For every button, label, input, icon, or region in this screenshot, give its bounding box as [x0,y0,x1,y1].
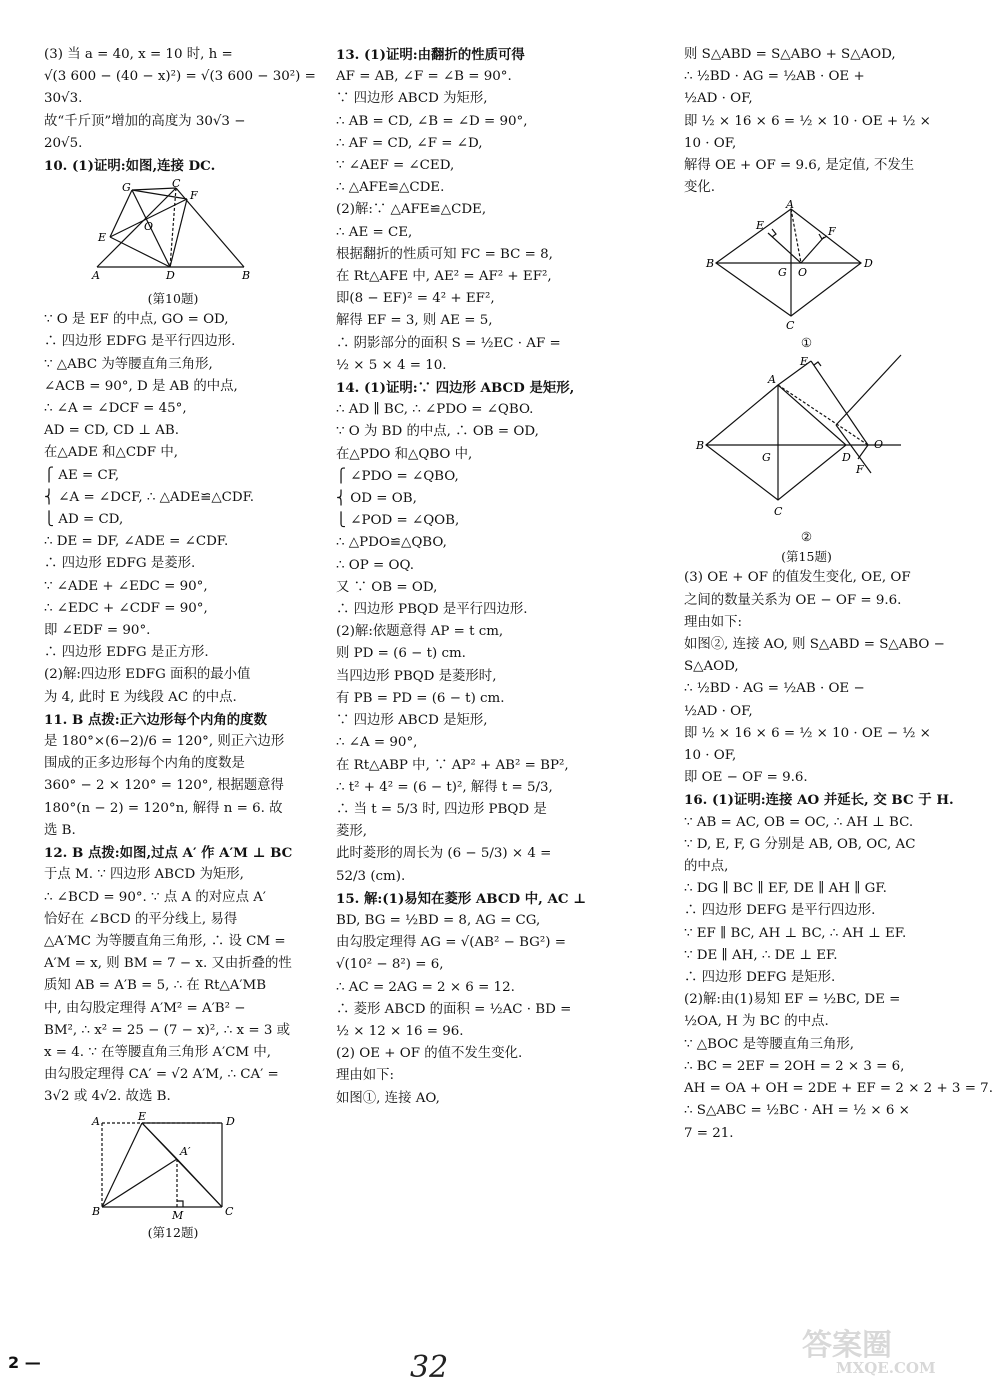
text-line: ∵ O 为 BD 的中点, ∴ OB = OD, [336,424,539,440]
text-line: 则 PD = (6 − t) cm. [336,646,466,662]
text-line: △A′MC 为等腰直角三角形, ∴ 设 CM = [44,933,286,949]
text-line: 即 ½ × 16 × 6 = ½ × 10 · OE + ½ × [684,113,931,129]
watermark-url: MXQE.COM [836,1359,936,1377]
text-line: ∵ △ABC 为等腰直角三角形, [44,356,213,372]
text-line: AH = OA + OH = 2DE + EF = 2 × 2 + 3 = 7. [684,1081,993,1097]
fig12-label-E: E [138,1109,147,1123]
text-line: ∴ 四边形 DEFG 是平行四边形. [684,903,876,919]
text-line: ∴ AC = 2AG = 2 × 6 = 12. [336,979,515,995]
fig15b-label-E: E [800,355,809,369]
fig10-label-O: O [144,220,154,234]
text-line: (2)解:四边形 EDFG 面积的最小值 [44,667,251,683]
text-line: AF = AB, ∠F = ∠B = 90°. [336,69,512,85]
fig10-label-G: G [122,181,131,195]
fig15b-label-F: F [856,463,864,477]
text-line: 15. 解:(1)易知在菱形 ABCD 中, AC ⊥ [336,890,587,907]
text-line: 在△PDO 和△QBO 中, [336,446,473,462]
text-line: ∴ ∠A = 90°, [336,735,418,751]
text-line: ∴ AF = CD, ∠F = ∠D, [336,135,483,151]
text-line: 30√3. [44,91,83,107]
text-line: ∴ ½BD · AG = ½AB · OE − [684,681,865,697]
fig15a-label-C: C [786,319,795,333]
text-line: ∵ ∠ADE + ∠EDC = 90°, [44,578,208,594]
text-line: √(3 600 − (40 − x)²) = √(3 600 − 30²) = [44,69,316,85]
fig12-label-B: B [92,1204,101,1218]
fig10-label-E: E [98,231,107,245]
text-line: ⎨ ∠A = ∠DCF, ∴ △ADE≌△CDF. [44,489,255,505]
text-line: 即(8 − EF)² = 4² + EF², [336,291,495,307]
text-line: 有 PB = PD = (6 − t) cm. [336,690,505,706]
text-line: ∵ D, E, F, G 分别是 AB, OB, OC, AC [684,836,916,852]
fig12-label-A: A [92,1114,100,1128]
text-line: 质知 AB = A′B = 5, ∴ 在 Rt△A′MB [44,978,267,994]
text-line: 10 · OF, [684,748,737,764]
text-line: (3) 当 a = 40, x = 10 时, h = [44,47,233,62]
fig12-caption: (第12题) [147,1224,199,1240]
fig15b-label-G: G [762,451,771,465]
text-line: 又 ∵ OB = OD, [336,579,438,595]
fig10-label-D: D [166,269,175,283]
text-line: (2)解:由(1)易知 EF = ½BC, DE = [684,992,901,1008]
text-line: 选 B. [44,822,76,838]
fig10-label-C: C [172,177,181,191]
q15-continued [684,44,929,199]
text-line: √(10² − 8²) = 6, [336,957,444,973]
fig10-label-A: A [92,269,100,283]
text-line: ∵ AB = AC, OB = OC, ∴ AH ⊥ BC. [684,814,914,830]
text-line: 的中点, [684,859,729,875]
text-line: AD = CD, CD ⊥ AB. [44,423,180,439]
text-line: 则 S△ABD = S△ABO + S△AOD, [684,47,896,62]
text-line: ∴ 四边形 EDFG 是正方形. [44,645,209,661]
text-line: ∠ACB = 90°, D 是 AB 的中点, [44,378,238,394]
figure-10 [92,179,262,287]
text-line: (2)解:∵ △AFE≌△CDE, [336,202,487,218]
fig10-label-B: B [242,269,251,283]
fig15a-label-A: A [786,198,794,212]
text-line: 如图②, 连接 AO, 则 S△ABD = S△ABO − [684,637,945,653]
text-line: 变化. [684,180,716,196]
text-line: ½OA, H 为 BC 的中点. [684,1014,829,1030]
text-line: ∴ ∠EDC + ∠CDF = 90°, [44,600,208,616]
text-line: A′M = x, 则 BM = 7 − x. 又由折叠的性 [44,956,292,972]
text-line: 恰好在 ∠BCD 的平分线上, 易得 [44,911,238,927]
text-line: 52/3 (cm). [336,868,406,884]
text-line: ∴ 当 t = 5/3 时, 四边形 PBQD 是 [336,801,547,817]
watermark-text: 答案圈 [802,1328,892,1363]
fig15b-label-O: O [874,438,884,452]
text-line: ∴ △AFE≌△CDE. [336,180,445,196]
text-line: 围成的正多边形每个内角的度数是 [44,756,245,772]
text-line: 故“千斤顶”增加的高度为 30√3 − [44,113,246,129]
fig10-label-F: F [190,189,198,203]
column-1 [44,44,316,1243]
text-line: ½ × 5 × 4 = 10. [336,357,447,373]
text-line: ∴ 四边形 PBQD 是平行四边形. [336,602,528,618]
text-line: 解得 OE + OF = 9.6, 是定值, 不发生 [684,158,915,174]
text-line: ∵ DE ∥ AH, ∴ DE ⊥ EF. [684,947,838,963]
text-line: ∴ 四边形 EDFG 是平行四边形. [44,334,236,350]
text-line: ⎧ AE = CF, [44,467,120,483]
text-line: ∴ BC = 2EF = 2OH = 2 × 3 = 6, [684,1058,905,1074]
text-line: ⎩ AD = CD, [44,512,124,528]
fig15-sub1-caption: ① [800,335,813,351]
text-line: 即 OE − OF = 9.6. [684,770,808,786]
text-line: ⎨ OD = OB, [336,491,417,507]
text-line: 理由如下: [336,1068,395,1084]
text-line: (3) OE + OF 的值发生变化, OE, OF [684,570,911,586]
text-line: 3√2 或 4√2. 故选 B. [44,1089,171,1105]
page-number: 2 — [8,1353,41,1372]
text-line: 360° − 2 × 120° = 120°, 根据题意得 [44,778,284,794]
column-2 [336,44,626,1110]
text-line: 菱形, [336,824,368,840]
fig15-sub2-caption: ② [800,529,813,545]
figure-15-2 [696,355,906,525]
text-line: ∴ S△ABC = ½BC · AH = ½ × 6 × [684,1103,910,1119]
figure-15-1 [706,198,876,333]
text-line: S△AOD, [684,659,739,675]
text-line: ∵ EF ∥ BC, AH ⊥ BC, ∴ AH ⊥ EF. [684,925,907,941]
text-line: ½AD · OF, [684,91,753,107]
column-3 [684,44,993,1145]
text-line: 理由如下: [684,614,743,630]
text-line: 此时菱形的周长为 (6 − 5/3) × 4 = [336,846,552,862]
text-line: ∵ 四边形 ABCD 是矩形, [336,713,488,729]
text-line: 之间的数量关系为 OE − OF = 9.6. [684,592,902,608]
watermark-logo [796,1321,986,1377]
text-line: 于点 M. ∵ 四边形 ABCD 为矩形, [44,867,244,883]
fig15-caption: (第15题) [781,549,832,565]
fig15a-label-G: G [778,266,787,280]
text-line: ∴ DG ∥ BC ∥ EF, DE ∥ AH ∥ GF. [684,881,887,897]
fig12-label-M: M [172,1208,184,1222]
text-line: ∴ △PDO≌△QBO, [336,535,447,551]
fig15b-label-C: C [774,505,783,519]
text-line: 在 Rt△ABP 中, ∵ AP² + AB² = BP², [336,757,569,773]
fig15b-label-D: D [842,451,851,465]
text-line: ∴ AB = CD, ∠B = ∠D = 90°, [336,113,528,129]
text-line: ∵ O 是 EF 的中点, GO = OD, [44,312,229,328]
text-line: 解得 EF = 3, 则 AE = 5, [336,313,493,329]
text-line: 在 Rt△AFE 中, AE² = AF² + EF², [336,269,552,285]
text-line: 即 ½ × 16 × 6 = ½ × 10 · OE − ½ × [684,725,931,741]
fig12-label-A-prime: A′ [180,1144,191,1158]
text-line: 在△ADE 和△CDF 中, [44,445,178,461]
text-line: 根据翻折的性质可知 FC = BC = 8, [336,246,553,262]
text-line: ∴ 阴影部分的面积 S = ½EC · AF = [336,335,561,351]
text-line: ⎧ ∠PDO = ∠QBO, [336,468,459,484]
text-line: ∴ ∠A = ∠DCF = 45°, [44,401,187,417]
fig12-label-C: C [225,1204,234,1218]
text-line: 7 = 21. [684,1125,734,1141]
text-line: ∴ AD ∥ BC, ∴ ∠PDO = ∠QBO. [336,402,534,418]
text-line: ∴ ½BD · AG = ½AB · OE + [684,69,865,85]
text-line: 13. (1)证明:由翻折的性质可得 [336,47,525,63]
fig15b-label-A: A [768,373,776,387]
fig15a-label-O: O [798,266,808,280]
q15-16-answers [684,567,993,1144]
q10-heading: 10. (1)证明:如图,连接 DC. [44,158,216,175]
text-line: ⎩ ∠POD = ∠QOB, [336,513,460,529]
text-line: 是 180°×(6−2)/6 = 120°, 则正六边形 [44,734,285,750]
text-line: 11. B 点拨:正六边形每个内角的度数 [44,711,267,728]
q10-q12-answers [44,309,302,1108]
text-line: ∵ △BOC 是等腰直角三角形, [684,1036,855,1052]
text-line: ½AD · OF, [684,703,753,719]
text-line: BD, BG = ½BD = 8, AG = CG, [336,912,541,928]
text-line: 12. B 点拨:如图,过点 A′ 作 A′M ⊥ BC [44,845,293,862]
text-line: ∵ ∠AEF = ∠CED, [336,158,455,174]
text-line: ∴ AE = CE, [336,224,413,240]
text-line: 为 4, 此时 E 为线段 AC 的中点. [44,689,237,705]
text-line: BM², ∴ x² = 25 − (7 − x)², ∴ x = 3 或 [44,1022,290,1038]
fig15a-label-F: F [828,225,836,239]
text-line: 当四边形 PBQD 是菱形时, [336,668,497,684]
text-line: 14. (1)证明:∵ 四边形 ABCD 是矩形, [336,380,575,397]
text-line: 如图①, 连接 AO, [336,1090,440,1106]
q9-answer [44,44,316,155]
text-line: ∵ 四边形 ABCD 为矩形, [336,91,488,107]
text-line: ½ × 12 × 16 = 96. [336,1023,464,1039]
text-line: 由勾股定理得 CA′ = √2 A′M, ∴ CA′ = [44,1067,279,1083]
text-line: ∴ 四边形 DEFG 是矩形. [684,970,836,986]
fig15b-label-B: B [696,439,705,453]
fig15a-label-E: E [756,219,765,233]
text-line: ∴ OP = OQ. [336,557,415,573]
figure-12 [92,1111,252,1221]
q13-q15-answers [336,44,626,1110]
text-line: ∴ 菱形 ABCD 的面积 = ½AC · BD = [336,1001,572,1017]
fig12-label-D: D [226,1114,235,1128]
text-line: 即 ∠EDF = 90°. [44,623,151,639]
text-line: ∴ DE = DF, ∠ADE = ∠CDF. [44,534,229,550]
text-line: ∴ ∠BCD = 90°. ∵ 点 A 的对应点 A′ [44,889,266,905]
text-line: ∴ t² + 4² = (6 − t)², 解得 t = 5/3, [336,779,553,795]
text-line: 180°(n − 2) = 120°n, 解得 n = 6. 故 [44,800,283,816]
text-line: 20√5. [44,135,83,151]
handwritten-number: 32 [410,1350,449,1385]
fig15a-label-B: B [706,257,715,271]
text-line: 由勾股定理得 AG = √(AB² − BG²) = [336,935,566,951]
text-line: 10 · OF, [684,135,737,151]
text-line: (2)解:依题意得 AP = t cm, [336,624,504,640]
text-line: (2) OE + OF 的值不发生变化. [336,1046,523,1062]
text-line: 16. (1)证明:连接 AO 并延长, 交 BC 于 H. [684,792,954,809]
text-line: ∴ 四边形 EDFG 是菱形. [44,556,196,572]
text-line: 中, 由勾股定理得 A′M² = A′B² − [44,1000,246,1016]
fig15a-label-D: D [864,257,873,271]
fig10-caption: (第10题) [147,291,199,307]
text-line: x = 4. ∵ 在等腰直角三角形 A′CM 中, [44,1044,272,1060]
